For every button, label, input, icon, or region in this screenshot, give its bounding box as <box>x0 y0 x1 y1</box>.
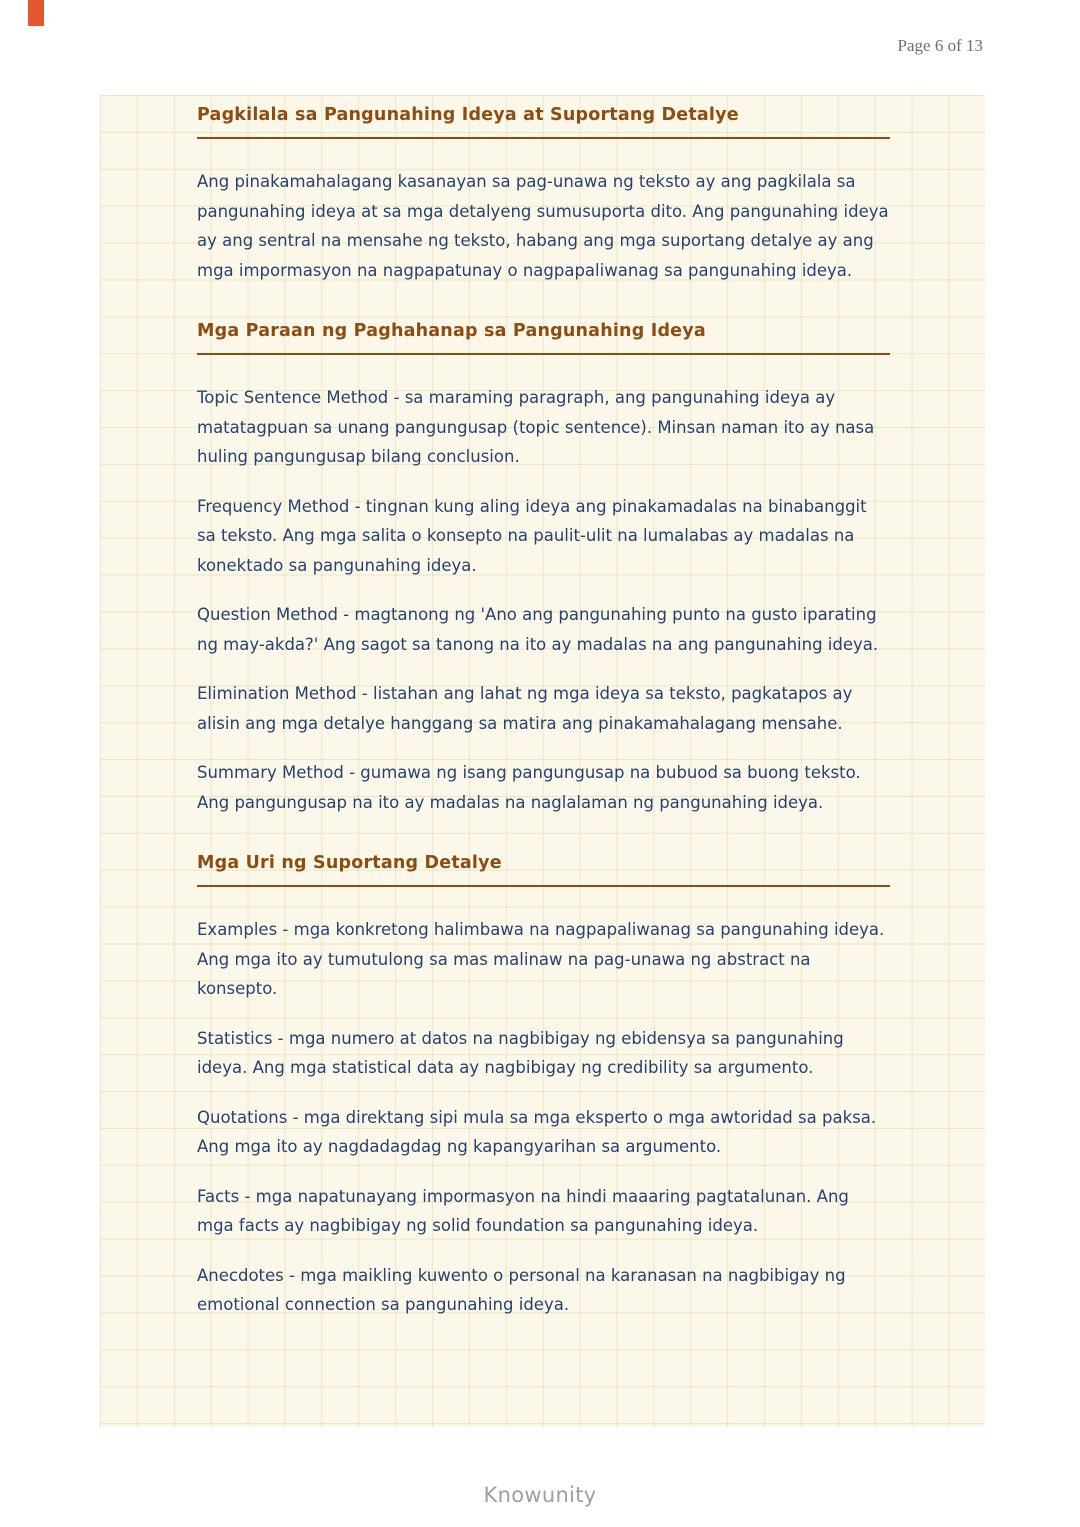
paragraph-examples: Examples - mga konkretong halimbawa na nagpapaliwanag sa pangunahing ideya. Ang mga ito ay tumutulong sa mas malinaw na pag-unawa ng abstract na konsepto. <box>197 920 885 998</box>
paragraph-elimination-method: Elimination Method - listahan ang lahat ng mga ideya sa teksto, pagkatapos ay alisin ang mga detalye hanggang sa matira ang pinakamahalagang mensahe. <box>197 684 853 733</box>
notes-paper <box>100 95 985 1427</box>
section-heading-pagkilala: Pagkilala sa Pangunahing Ideya at Suportang Detalye <box>197 103 890 139</box>
paper-content <box>100 95 985 1320</box>
paragraph-topic-sentence-method: Topic Sentence Method - sa maraming paragraph, ang pangunahing ideya ay matatagpuan sa unang pangungusap (topic sentence). Minsan naman ito ay nasa huling pangungusap bilang conclusion. <box>197 388 875 466</box>
paragraph-statistics: Statistics - mga numero at datos na nagbibigay ng ebidensya sa pangunahing ideya. Ang mga statistical data ay nagbibigay ng credibility sa argumento. <box>197 1028 844 1077</box>
section-heading-mga-paraan: Mga Paraan ng Paghahanap sa Pangunahing Ideya <box>197 319 890 355</box>
paragraph-question-method: Question Method - magtanong ng 'Ano ang pangunahing punto na gusto iparating ng may-akda?' Ang sagot sa tanong na ito ay madalas na ang pangunahing ideya. <box>197 605 879 654</box>
paragraph-intro: Ang pinakamahalagang kasanayan sa pag-unawa ng teksto ay ang pagkilala sa pangunahing ideya at sa mga detalyeng sumusuporta dito. Ang pangunahing ideya ay ang sentral na mensahe ng teksto, habang ang mga suportang detalye ay ang mga impormasyon na nagpapatunay o nagpapaliwanag sa pangunahing ideya. <box>197 172 889 280</box>
paragraph-frequency-method: Frequency Method - tingnan kung aling ideya ang pinakamadalas na binabanggit sa teksto. Ang mga salita o konsepto na paulit-ulit na lumalabas ay madalas na konektado sa pangunahing ideya. <box>197 496 867 575</box>
paragraph-summary-method: Summary Method - gumawa ng isang pangungusap na bubuod sa buong teksto. Ang pangungusap na ito ay madalas na naglalaman ng pangunahing ideya. <box>197 763 861 812</box>
corner-accent-mark <box>28 0 44 26</box>
paragraph-facts: Facts - mga napatunayang impormasyon na hindi maaaring pagtatalunan. Ang mga facts ay nagbibigay ng solid foundation sa pangunahing ideya. <box>197 1186 849 1235</box>
paragraph-anecdotes: Anecdotes - mga maikling kuwento o personal na karanasan na nagbibigay ng emotional connection sa pangunahing ideya. <box>197 1265 846 1314</box>
page-number: Page 6 of 13 <box>897 36 983 55</box>
section-heading-mga-uri: Mga Uri ng Suportang Detalye <box>197 851 890 887</box>
footer-brand: Knowunity <box>483 1483 597 1507</box>
paragraph-quotations: Quotations - mga direktang sipi mula sa mga eksperto o mga awtoridad sa paksa. Ang mga ito ay nagdadagdag ng kapangyarihan sa argumento. <box>197 1107 877 1156</box>
